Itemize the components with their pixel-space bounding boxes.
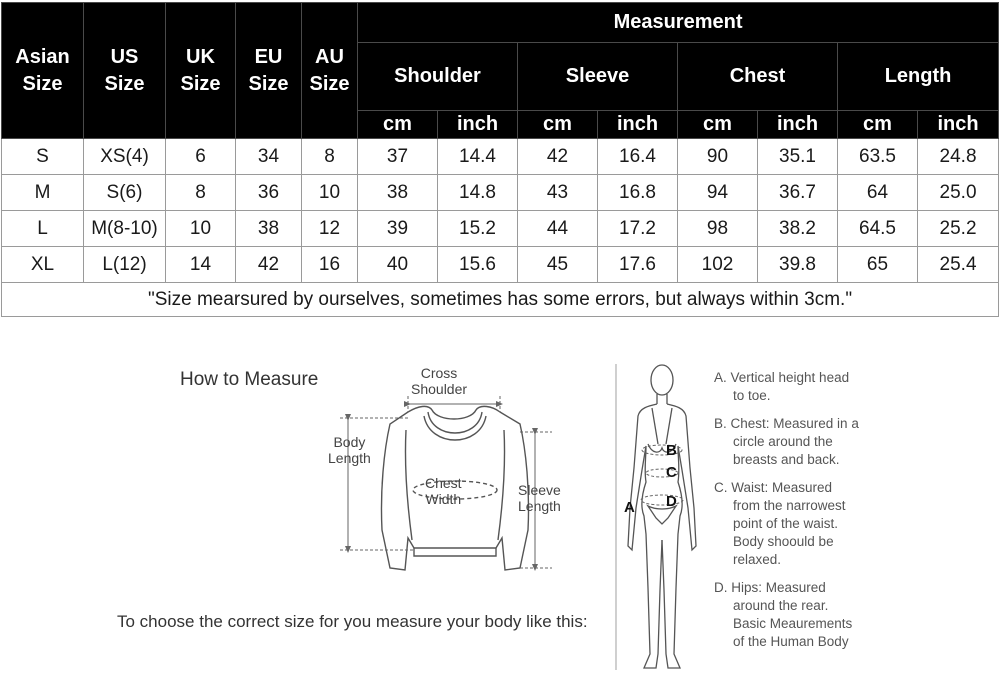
measurement-legend xyxy=(714,369,894,661)
table-cell: 15.6 xyxy=(438,247,518,283)
legend-item-b: B. Chest: Measured in a circle around the breasts and back. xyxy=(714,416,859,467)
unit-header: inch xyxy=(918,111,999,139)
table-cell: 24.8 xyxy=(918,139,999,175)
table-cell: 38 xyxy=(358,175,438,211)
header-sleeve: Sleeve xyxy=(518,43,678,111)
label-body-length: Body Length xyxy=(328,434,371,466)
header-us-size: US Size xyxy=(84,3,166,139)
table-cell: 40 xyxy=(358,247,438,283)
label-sleeve-length: Sleeve Length xyxy=(518,482,561,514)
table-cell: 10 xyxy=(166,211,236,247)
table-cell: M xyxy=(2,175,84,211)
table-cell: 39.8 xyxy=(758,247,838,283)
table-cell: 17.6 xyxy=(598,247,678,283)
body-letter-c: C xyxy=(666,464,677,481)
table-cell: 16 xyxy=(302,247,358,283)
table-cell: 15.2 xyxy=(438,211,518,247)
table-row xyxy=(2,175,999,211)
table-cell: 38.2 xyxy=(758,211,838,247)
body-letter-d: D xyxy=(666,493,677,510)
header-asian-size: Asian Size xyxy=(2,3,84,139)
table-cell: 25.0 xyxy=(918,175,999,211)
legend-item-d: D. Hips: Measured around the rear. Basic Meaurements of the Human Body xyxy=(714,580,853,649)
table-cell: M(8-10) xyxy=(84,211,166,247)
unit-header: inch xyxy=(438,111,518,139)
table-cell: 16.8 xyxy=(598,175,678,211)
table-cell: 10 xyxy=(302,175,358,211)
table-cell: XS(4) xyxy=(84,139,166,175)
table-cell: 14.8 xyxy=(438,175,518,211)
unit-header: inch xyxy=(758,111,838,139)
body-figure-illustration xyxy=(612,358,712,680)
table-cell: XL xyxy=(2,247,84,283)
table-cell: 42 xyxy=(236,247,302,283)
table-cell: S(6) xyxy=(84,175,166,211)
choose-size-instruction: To choose the correct size for you measure your body like this: xyxy=(117,612,588,631)
table-cell: 17.2 xyxy=(598,211,678,247)
legend-item-c: C. Waist: Measured from the narrowest point of the waist. Body shoould be relaxed. xyxy=(714,480,846,567)
body-letter-a: A xyxy=(624,499,635,516)
table-cell: 63.5 xyxy=(838,139,918,175)
label-chest-width: Chest Width xyxy=(425,475,462,507)
header-au-size: AU Size xyxy=(302,3,358,139)
table-cell: 39 xyxy=(358,211,438,247)
body-letter-b: B xyxy=(666,442,677,459)
table-cell: 98 xyxy=(678,211,758,247)
table-cell: 8 xyxy=(302,139,358,175)
size-note: "Size mearsured by ourselves, sometimes has some errors, but always within 3cm." xyxy=(2,283,999,317)
header-measurement: Measurement xyxy=(358,3,999,43)
table-cell: 65 xyxy=(838,247,918,283)
table-row xyxy=(2,211,999,247)
table-cell: 34 xyxy=(236,139,302,175)
table-cell: 25.2 xyxy=(918,211,999,247)
table-row xyxy=(2,139,999,175)
table-cell: 90 xyxy=(678,139,758,175)
size-chart-table xyxy=(1,2,999,317)
unit-header: cm xyxy=(838,111,918,139)
table-cell: L(12) xyxy=(84,247,166,283)
table-cell: 36.7 xyxy=(758,175,838,211)
unit-header: cm xyxy=(358,111,438,139)
table-cell: 12 xyxy=(302,211,358,247)
table-cell: 38 xyxy=(236,211,302,247)
table-cell: 16.4 xyxy=(598,139,678,175)
table-cell: 42 xyxy=(518,139,598,175)
unit-header: cm xyxy=(678,111,758,139)
label-cross-shoulder: Cross Shoulder xyxy=(411,365,468,397)
how-to-measure-title: How to Measure xyxy=(180,369,319,390)
header-uk-size: UK Size xyxy=(166,3,236,139)
table-cell: 43 xyxy=(518,175,598,211)
table-cell: 44 xyxy=(518,211,598,247)
unit-header: inch xyxy=(598,111,678,139)
table-cell: 45 xyxy=(518,247,598,283)
table-cell: 6 xyxy=(166,139,236,175)
table-cell: 25.4 xyxy=(918,247,999,283)
table-cell: 14.4 xyxy=(438,139,518,175)
legend-item-a: A. Vertical height head to toe. xyxy=(714,370,850,403)
table-cell: 64.5 xyxy=(838,211,918,247)
header-shoulder: Shoulder xyxy=(358,43,518,111)
header-length: Length xyxy=(838,43,999,111)
table-cell: 36 xyxy=(236,175,302,211)
table-cell: L xyxy=(2,211,84,247)
header-chest: Chest xyxy=(678,43,838,111)
table-cell: 35.1 xyxy=(758,139,838,175)
table-cell: 102 xyxy=(678,247,758,283)
table-cell: 14 xyxy=(166,247,236,283)
table-cell: 94 xyxy=(678,175,758,211)
table-cell: 37 xyxy=(358,139,438,175)
table-cell: 8 xyxy=(166,175,236,211)
table-cell: 64 xyxy=(838,175,918,211)
table-cell: S xyxy=(2,139,84,175)
header-eu-size: EU Size xyxy=(236,3,302,139)
table-row xyxy=(2,247,999,283)
unit-header: cm xyxy=(518,111,598,139)
size-rows xyxy=(2,139,999,283)
